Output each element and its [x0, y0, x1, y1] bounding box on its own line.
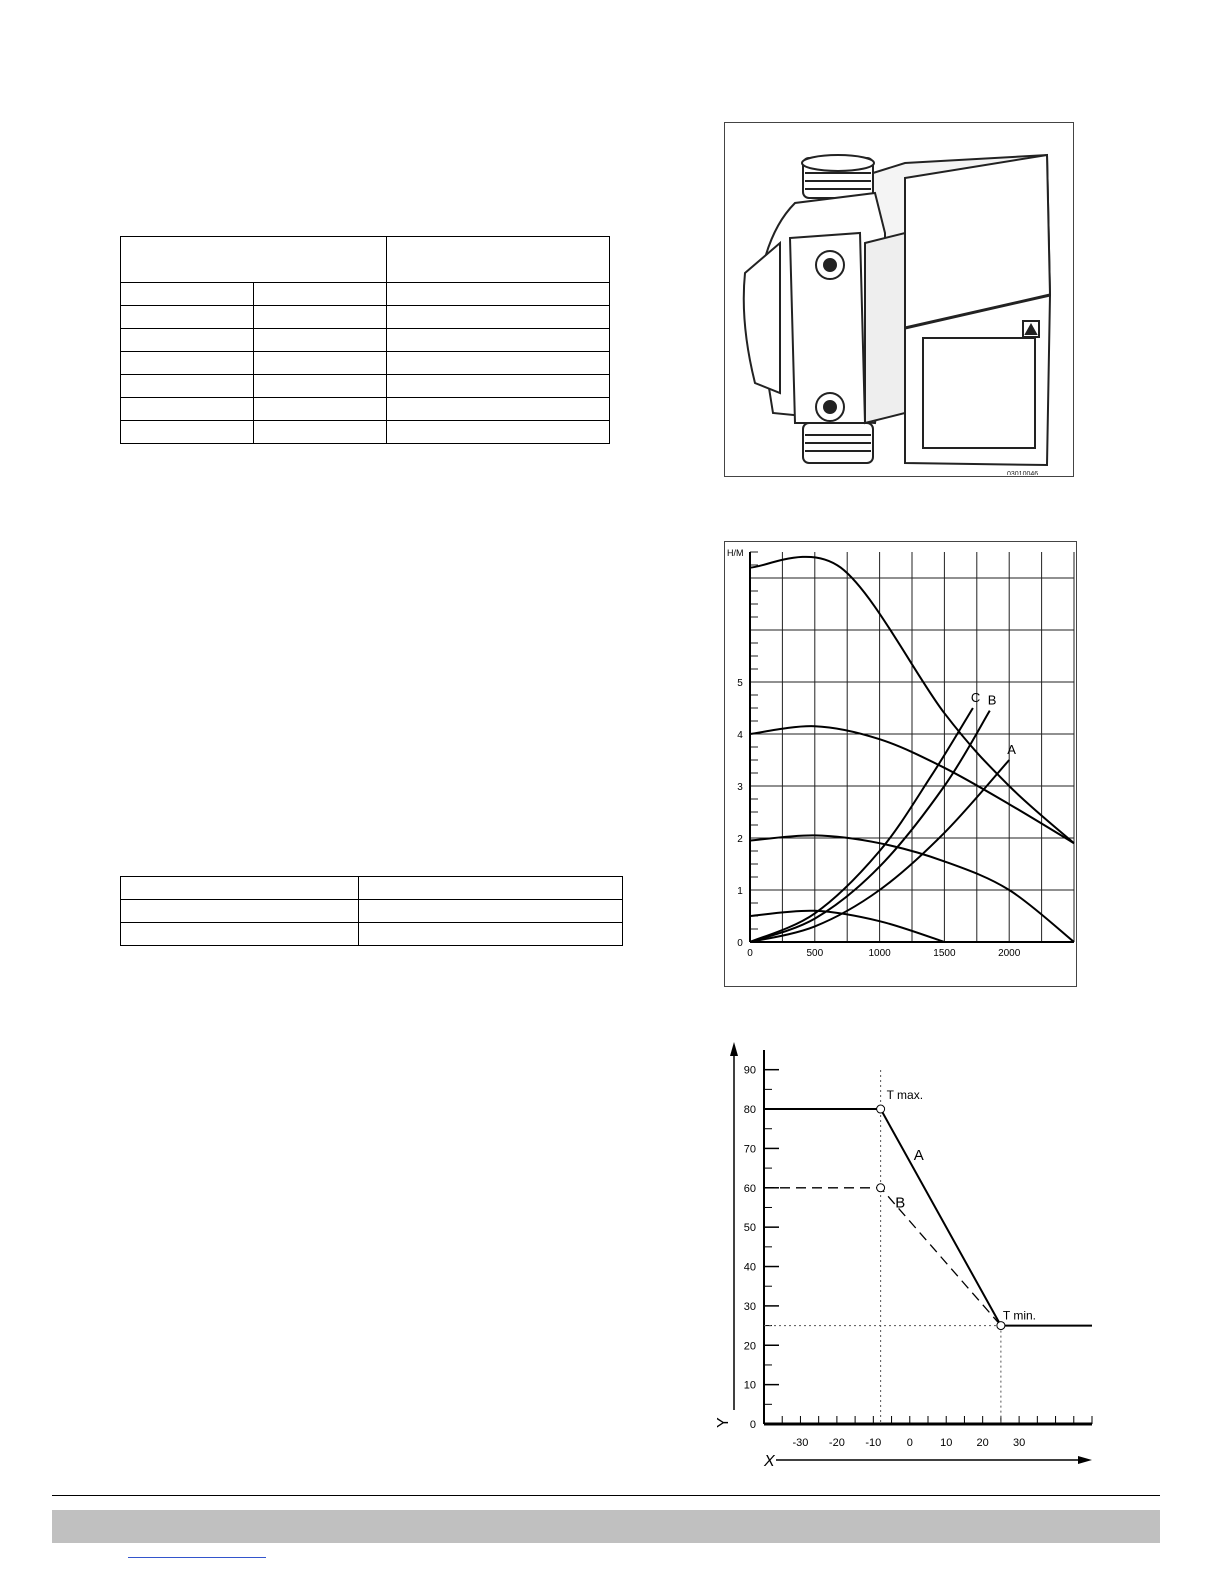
x-tick-label: -30 [792, 1437, 809, 1449]
figure-code: 03010046 [1007, 471, 1039, 475]
y-tick-label: 5 [737, 678, 743, 689]
table-row [121, 421, 610, 444]
y-tick-label: 3 [737, 782, 743, 793]
climate-curve-chart [714, 1030, 1104, 1470]
curve-a-label: A [913, 1147, 924, 1165]
y-tick-label: 20 [743, 1340, 756, 1353]
system-curve-label: C [970, 690, 981, 705]
table-row [121, 375, 610, 398]
pump-curve-figure [724, 541, 1077, 987]
x-tick-label: 2000 [998, 948, 1021, 959]
pump-settings-table [120, 236, 610, 444]
x-tick-label: 30 [1012, 1437, 1026, 1449]
curve-b-knee-point [877, 1184, 885, 1192]
system-curve-c [750, 708, 973, 942]
y-axis-label: Y [715, 1417, 732, 1428]
table-row [121, 306, 610, 329]
x-tick-label: 500 [806, 948, 824, 959]
x-tick-label: 0 [906, 1437, 913, 1449]
table-row [121, 329, 610, 352]
curve-a [764, 1109, 1092, 1326]
tmin-point [997, 1322, 1005, 1330]
footer-bar [52, 1510, 1160, 1543]
table-header-cell [121, 237, 387, 283]
table-row [121, 923, 623, 946]
pump-speed-table [120, 876, 623, 946]
y-tick-label: 1 [737, 886, 743, 897]
y-tick-label: 90 [743, 1064, 756, 1077]
pump-figure [724, 122, 1074, 477]
y-axis-label: H/M [727, 548, 744, 558]
footer-link-underline[interactable] [128, 1557, 266, 1558]
y-tick-label: 0 [737, 938, 743, 949]
tmax-label: T max. [886, 1088, 924, 1103]
y-tick-label: 4 [737, 730, 743, 741]
y-tick-label: 0 [749, 1419, 756, 1431]
y-tick-label: 30 [743, 1300, 756, 1313]
x-tick-label: -20 [828, 1437, 845, 1449]
y-tick-label: 10 [743, 1379, 756, 1392]
system-curve-label: A [1007, 742, 1016, 757]
x-axis-label: X [764, 1453, 775, 1470]
pump-illustration [725, 123, 1072, 475]
curve-b-label: B [895, 1194, 906, 1212]
x-tick-label: 10 [940, 1437, 953, 1449]
table-row [121, 283, 610, 306]
y-tick-label: 60 [743, 1182, 756, 1195]
y-tick-label: 80 [743, 1104, 756, 1117]
x-tick-label: 20 [976, 1437, 989, 1449]
x-tick-label: -10 [865, 1437, 882, 1449]
climate-curve-figure [714, 1030, 1104, 1470]
table-row [121, 352, 610, 375]
footer-divider [52, 1495, 1160, 1496]
x-tick-label: 1500 [933, 948, 956, 959]
table-row [121, 877, 623, 900]
x-tick-label: 1000 [868, 948, 891, 959]
x-arrow-head [1078, 1456, 1092, 1464]
tmin-label: T min. [1002, 1308, 1037, 1323]
table-row [121, 900, 623, 923]
y-tick-label: 2 [737, 834, 743, 845]
table-header-cell [387, 237, 610, 283]
system-curve-b [750, 711, 990, 942]
y-tick-label: 70 [743, 1143, 756, 1156]
pump-curve-chart [725, 542, 1075, 985]
x-tick-label: 0 [747, 948, 753, 959]
y-tick-label: 40 [743, 1261, 756, 1274]
table-row [121, 398, 610, 421]
system-curve-label: B [987, 692, 997, 708]
y-tick-label: 50 [743, 1222, 756, 1235]
curve-b [764, 1188, 1001, 1326]
y-arrow-head [730, 1042, 738, 1056]
tmax-point [877, 1105, 885, 1113]
